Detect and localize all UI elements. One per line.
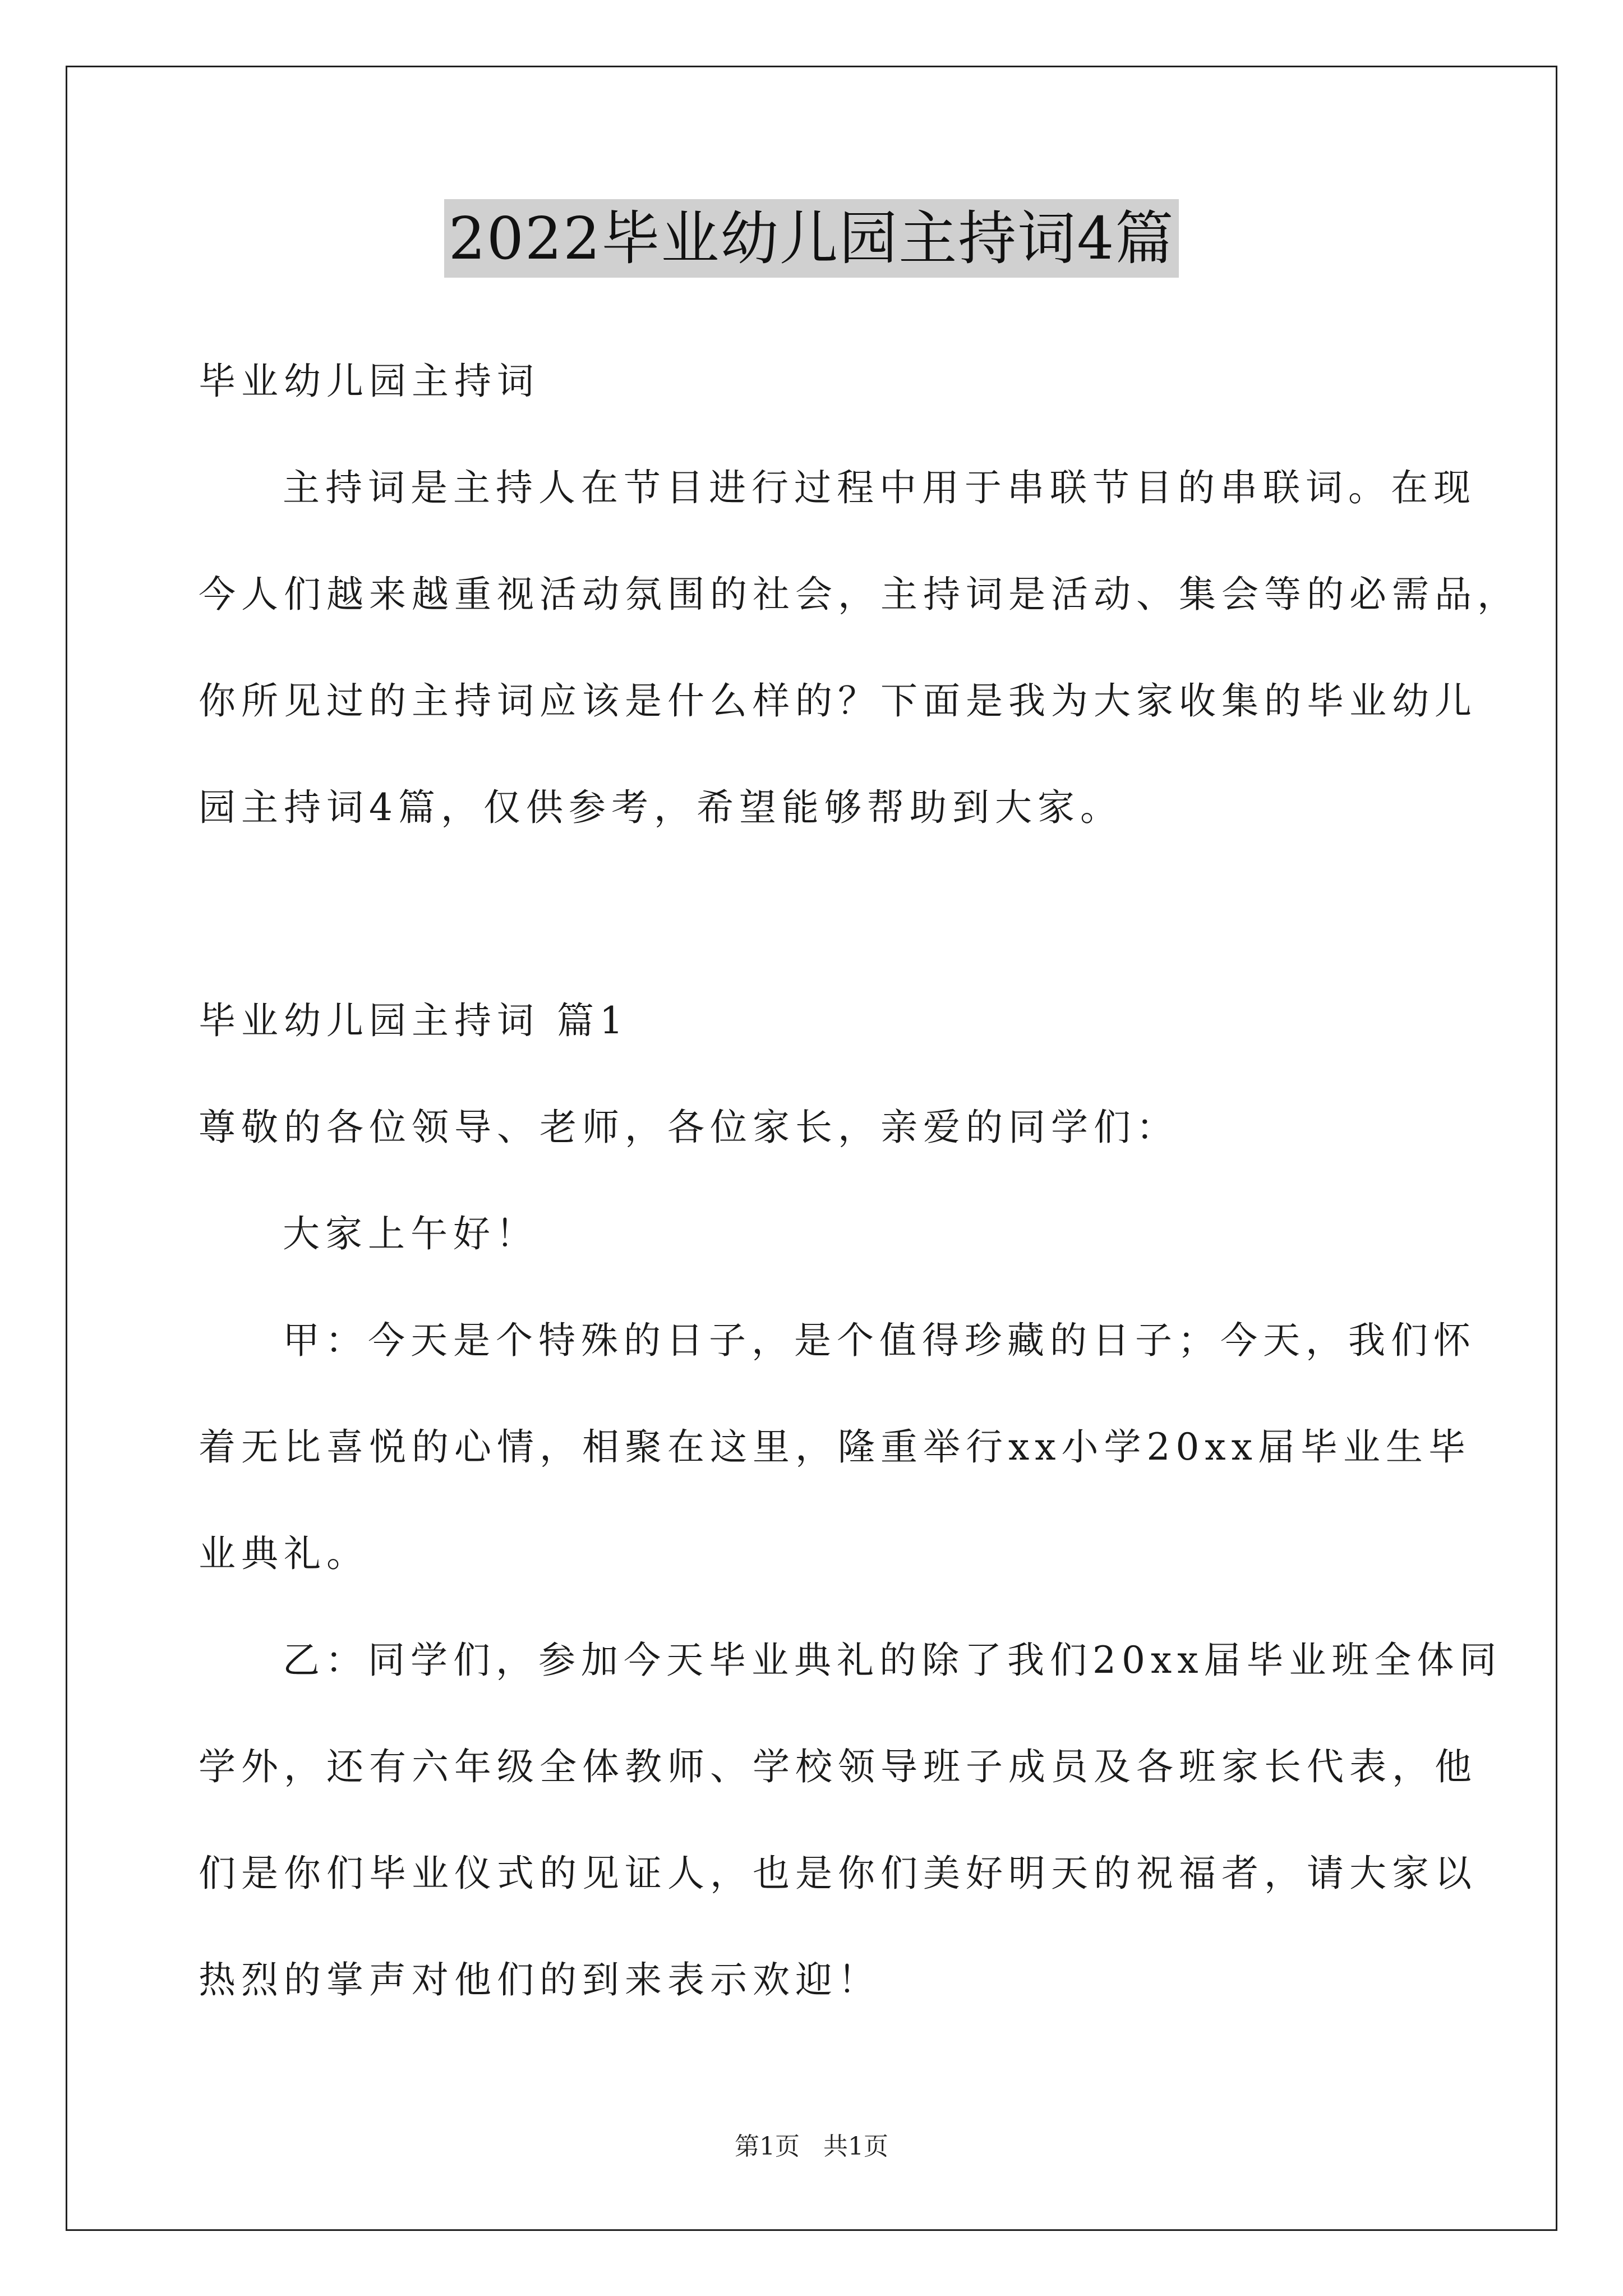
section-heading: 毕业幼儿园主持词 篇1	[199, 999, 629, 1042]
intro-paragraph	[199, 435, 1520, 861]
hello-line: 大家上午好！	[283, 1212, 538, 1255]
paragraph-line: 学外，还有六年级全体教师、学校领导班子成员及各班家长代表，他	[199, 1745, 1477, 1788]
intro-line: 主持词是主持人在节目进行过程中用于串联节目的串联词。在现	[283, 466, 1476, 509]
document-subtitle: 毕业幼儿园主持词	[199, 360, 540, 403]
paragraph-line: 乙：同学们，参加今天毕业典礼的除了我们20xx届毕业班全体同	[283, 1639, 1502, 1682]
paragraph-line: 们是你们毕业仪式的见证人，也是你们美好明天的祝福者，请大家以	[199, 1852, 1477, 1895]
intro-line: 今人们越来越重视活动氛围的社会，主持词是活动、集会等的必需品，	[199, 573, 1520, 616]
paragraph-line: 热烈的掌声对他们的到来表示欢迎！	[199, 1958, 880, 2001]
greeting-line: 尊敬的各位领导、老师，各位家长，亲爱的同学们：	[199, 1106, 1179, 1149]
paragraph-line: 业典礼。	[199, 1532, 369, 1575]
paragraph-line: 甲：今天是个特殊的日子，是个值得珍藏的日子；今天，我们怀	[283, 1319, 1476, 1362]
title-container	[0, 199, 1623, 278]
paragraph-jia	[199, 1287, 1476, 1607]
page-footer	[0, 2126, 1623, 2162]
page-number: 第1页	[735, 2132, 800, 2161]
document-title: 2022毕业幼儿园主持词4篇	[444, 199, 1179, 278]
page-total: 共1页	[823, 2132, 888, 2161]
paragraph-yi	[199, 1607, 1502, 2033]
paragraph-line: 着无比喜悦的心情，相聚在这里，隆重举行xx小学20xx届毕业生毕	[199, 1425, 1471, 1469]
intro-line: 园主持词4篇，仅供参考，希望能够帮助到大家。	[199, 786, 1123, 829]
intro-line: 你所见过的主持词应该是什么样的？下面是我为大家收集的毕业幼儿	[199, 679, 1477, 723]
